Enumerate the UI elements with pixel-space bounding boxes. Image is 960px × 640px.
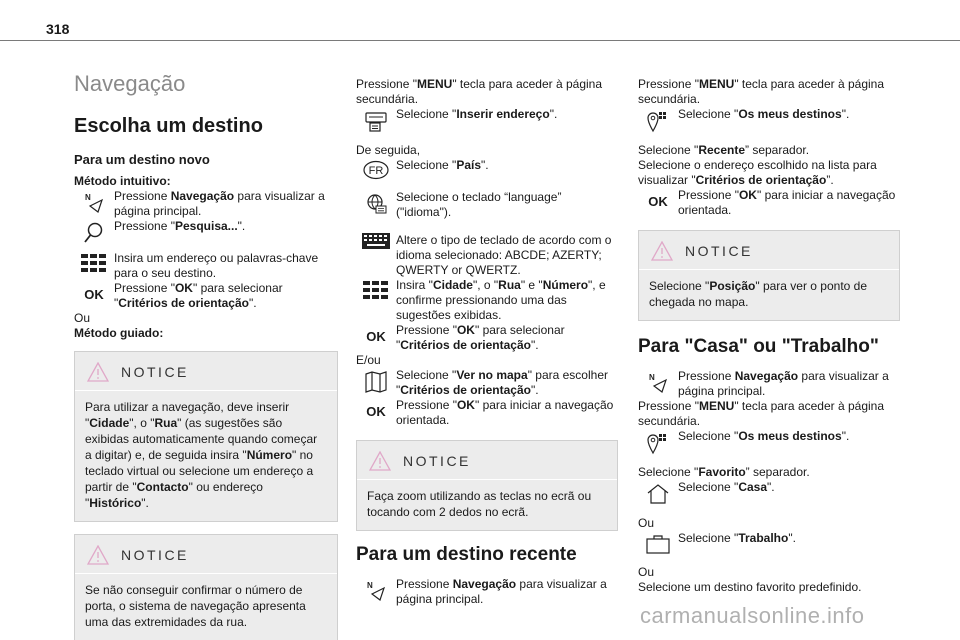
svg-text:N: N xyxy=(649,373,655,382)
navigation-arrow-icon xyxy=(647,371,669,393)
destination-pin-icon xyxy=(646,109,670,133)
step-ok-start: OK Pressione "OK" para iniciar a navegação orientada. xyxy=(366,398,614,427)
warning-icon xyxy=(87,362,109,382)
menu-step: Pressione "MENU" tecla para aceder à página secundária. xyxy=(356,77,603,106)
or-text: Ou xyxy=(638,516,655,530)
column-1 xyxy=(74,70,338,640)
or-text: Ou xyxy=(638,565,655,579)
heading-choose-destination: Escolha um destino xyxy=(74,115,263,137)
heading-new-destination: Para um destino novo xyxy=(74,152,210,167)
step-ok-start: OK Pressione "OK" para iniciar a navegação orientada. xyxy=(648,188,896,217)
country-code-icon xyxy=(362,160,390,180)
navigation-arrow-icon xyxy=(365,579,387,601)
notice-text: Se não conseguir confirmar o número de porta, o sistema de navegação apresenta uma das extremidades da rua. xyxy=(85,583,306,629)
keyboard-icon xyxy=(361,232,391,250)
step-navigation: N Pressione Navegação para visualizar a página principal. xyxy=(649,369,889,398)
briefcase-icon xyxy=(644,533,672,555)
menu-step: Pressione "MENU" tecla para aceder à página secundária. xyxy=(638,77,885,106)
step-search: Pressione "Pesquisa...". xyxy=(74,219,338,245)
notice-box-3 xyxy=(356,440,618,531)
ok-icon: OK xyxy=(366,404,386,419)
keyboard-grid-icon xyxy=(363,280,389,300)
and-or-text: E/ou xyxy=(356,353,381,367)
step-ok-criteria: OK Pressione "OK" para selecionar "Critérios de orientação". xyxy=(366,323,565,352)
step-my-destinations: Selecione "Os meus destinos". xyxy=(638,107,900,133)
notice-title: NOTICE xyxy=(685,242,753,259)
destination-pin-icon xyxy=(646,431,670,455)
svg-text:N: N xyxy=(367,581,373,590)
ok-icon: OK xyxy=(648,194,668,209)
ok-icon: OK xyxy=(366,329,386,344)
column-2 xyxy=(356,77,618,607)
address-entry-icon xyxy=(364,109,388,133)
step-home: Selecione "Casa". xyxy=(638,480,900,506)
section-title: Navegação xyxy=(74,71,186,96)
keyboard-grid-icon xyxy=(81,253,107,273)
step-keyboard: Insira um endereço ou palavras-chave para o seu destino. xyxy=(74,251,338,281)
recent-tab-text: Selecione "Recente” separador. xyxy=(638,143,810,157)
or-text: Ou xyxy=(74,311,91,325)
step-navigation: N Pressione Navegação para visualizar a página principal. xyxy=(85,189,325,218)
step-city-street: Insira "Cidade", o "Rua" e "Número", e confirme pressionando uma das sugestões exibidas. xyxy=(356,278,618,323)
favorite-tab-text: Selecione "Favorito” separador. xyxy=(638,465,810,479)
warning-icon xyxy=(369,451,391,471)
step-ok-criteria: OK Pressione "OK" para selecionar "Critérios de orientação". xyxy=(84,281,283,310)
notice-title: NOTICE xyxy=(403,452,471,469)
header-divider xyxy=(0,40,960,41)
svg-text:N: N xyxy=(85,193,91,202)
heading-recent-destination: Para um destino recente xyxy=(356,544,577,565)
recent-select-text: Selecione o endereço escolhido na lista para visualizar "Critérios de orientação”. xyxy=(638,158,877,187)
notice-text: Selecione "Posição" para ver o ponto de chegada no mapa. xyxy=(649,279,868,309)
svg-text:FR: FR xyxy=(368,165,384,177)
watermark: carmanualsonline.info xyxy=(640,603,865,628)
notice-text: Para utilizar a navegação, deve inserir "Cidade", o "Rua" (as sugestões são exibidas automaticamente quando começar a digitar) e, de seguida insira "Número" no teclado virtual ou selecione um endereço a partir de "Contacto" ou endereço "Histórico". xyxy=(85,400,318,510)
guided-method-label: Método guiado: xyxy=(74,326,164,340)
step-view-map: Selecione "Ver no mapa" para escolher "Critérios de orientação". xyxy=(356,368,618,398)
intuitive-method-label: Método intuitivo: xyxy=(74,174,171,188)
step-language: Selecione o teclado “language” ("idioma"). xyxy=(356,190,618,220)
favorite-final-text: Selecione um destino favorito predefinido. xyxy=(638,580,862,594)
step-my-destinations: Selecione "Os meus destinos". xyxy=(638,429,900,455)
page-number: 318 xyxy=(46,21,70,37)
navigation-arrow-icon xyxy=(83,191,105,213)
step-country: FR Selecione "País". xyxy=(356,158,618,180)
notice-text: Faça zoom utilizando as teclas no ecrã ou tocando com 2 dedos no ecrã. xyxy=(367,489,592,519)
warning-icon xyxy=(87,545,109,565)
keyboard-type-text: Altere o tipo de teclado de acordo com o idioma selecionado: ABCDE; AZERTY; QWERTY or QWERTZ. xyxy=(396,233,612,277)
notice-box-4 xyxy=(638,230,900,321)
language-globe-icon xyxy=(364,192,388,216)
home-icon xyxy=(645,482,671,506)
column-3 xyxy=(638,77,900,595)
notice-title: NOTICE xyxy=(121,546,189,563)
menu-step: Pressione "MENU" tecla para aceder à página secundária. xyxy=(638,399,885,428)
search-icon xyxy=(82,221,106,245)
warning-icon xyxy=(651,241,673,261)
heading-home-work: Para "Casa" ou "Trabalho" xyxy=(638,336,879,357)
notice-title: NOTICE xyxy=(121,363,189,380)
map-icon xyxy=(364,370,388,394)
ok-icon: OK xyxy=(84,287,104,302)
then-text: De seguida, xyxy=(356,143,421,157)
notice-box-2 xyxy=(74,534,338,640)
step-insert-address: Selecione "Inserir endereço". xyxy=(356,107,618,133)
step-work: Selecione "Trabalho". xyxy=(638,531,900,555)
notice-box-1 xyxy=(74,351,338,522)
step-navigation: N Pressione Navegação para visualizar a página principal. xyxy=(367,577,607,606)
